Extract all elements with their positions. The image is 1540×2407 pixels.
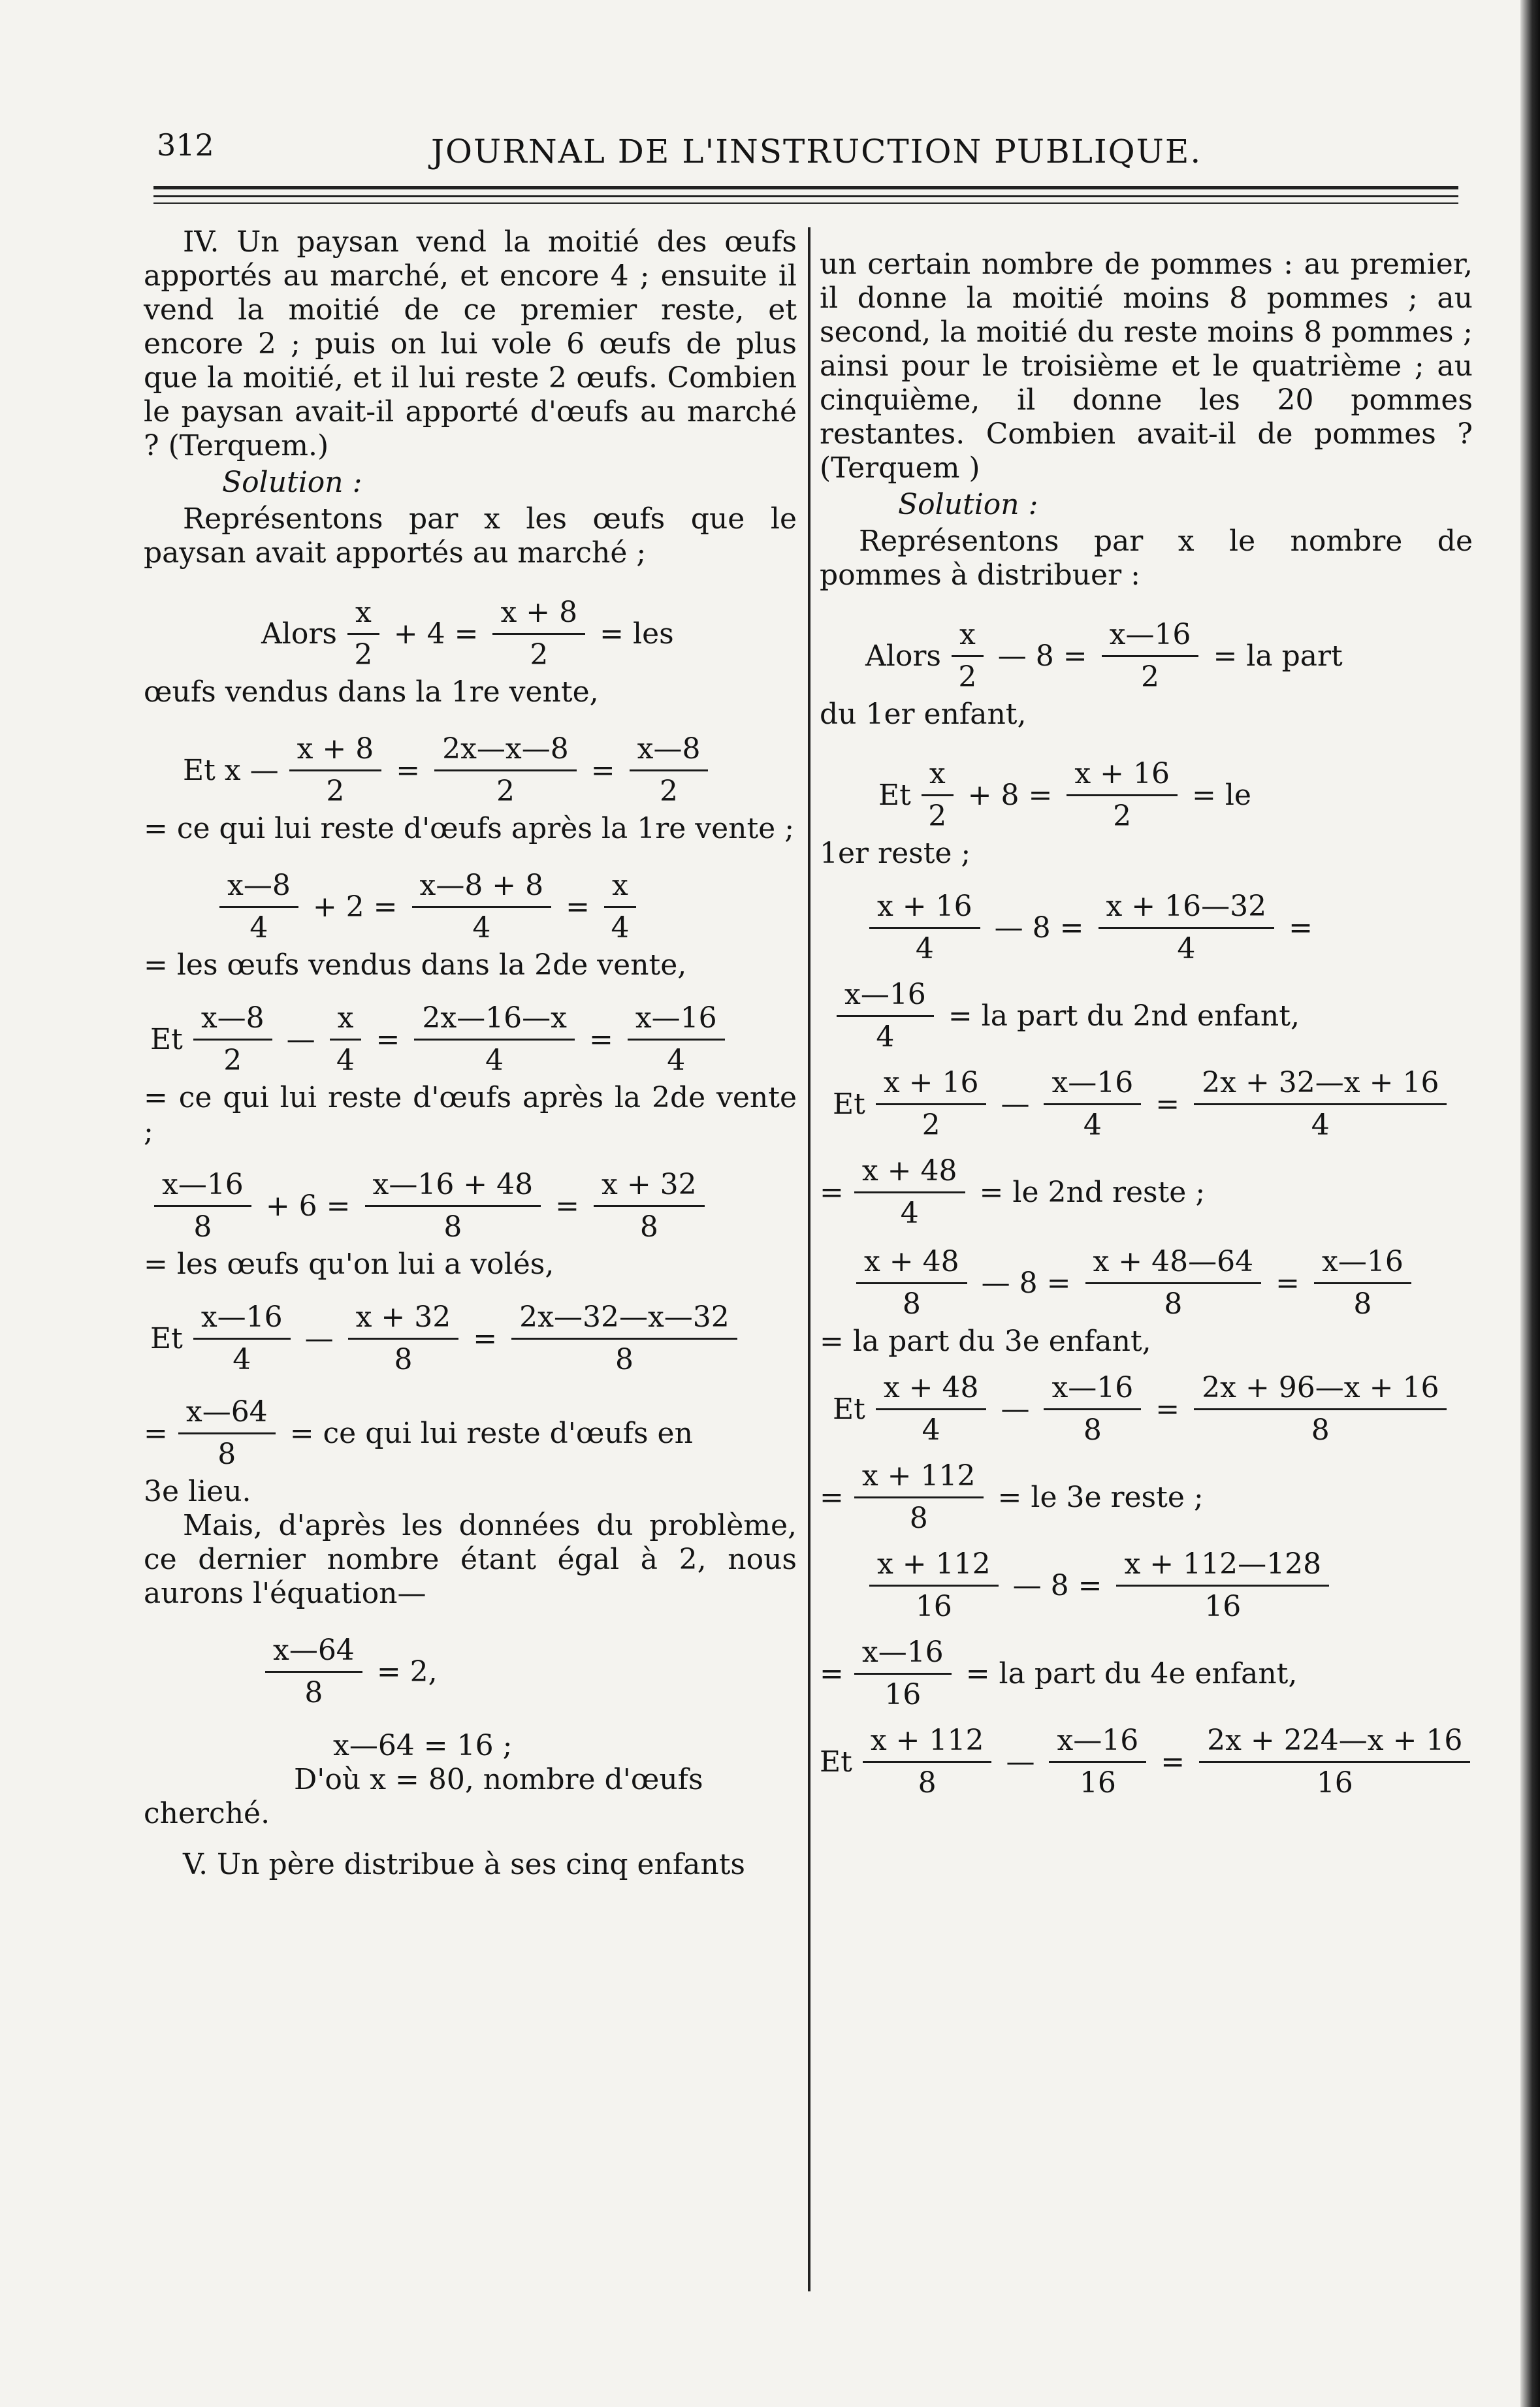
- numerator: x + 8: [289, 733, 382, 771]
- denominator: 2: [660, 775, 679, 808]
- eq-operator: =: [376, 1022, 400, 1056]
- numerator: x—16: [837, 978, 934, 1017]
- numerator: x—16: [1049, 1724, 1146, 1763]
- fraction: [511, 1301, 737, 1376]
- fraction: [347, 596, 379, 671]
- denominator: 8: [639, 1210, 658, 1244]
- eq-text: = 2,: [376, 1655, 438, 1688]
- eq-operator: —: [1001, 1087, 1030, 1121]
- denominator: 4: [1311, 1108, 1330, 1142]
- denominator: 8: [304, 1676, 323, 1709]
- numerator: x—8 + 8: [412, 869, 552, 908]
- eq-text: =: [820, 1480, 844, 1514]
- fraction: [1194, 1372, 1447, 1447]
- eq-operator: — 8 =: [997, 639, 1087, 673]
- denominator: 4: [667, 1044, 686, 1077]
- eq-text: = la part: [1213, 639, 1343, 673]
- eq-text: = la part du 2nd enfant,: [948, 999, 1300, 1033]
- numerator: x: [952, 619, 984, 657]
- equation: [820, 1460, 1473, 1535]
- numerator: 2x—32—x—32: [511, 1301, 737, 1340]
- intro-text: Représentons par x le nombre de pommes à distribuer :: [820, 525, 1473, 592]
- denominator: 8: [1083, 1414, 1102, 1447]
- numerator: x—16: [1044, 1067, 1141, 1105]
- numerator: x + 48—64: [1085, 1246, 1262, 1284]
- fraction: [265, 1634, 362, 1709]
- equation: [820, 1155, 1473, 1230]
- denominator: 8: [193, 1210, 212, 1244]
- numerator: x + 48: [876, 1372, 987, 1410]
- text-line: = ce qui lui reste d'œufs après la 2de vente ;: [144, 1081, 797, 1148]
- solution-label: Solution :: [222, 466, 362, 499]
- eq-text: =: [144, 1416, 168, 1450]
- fraction: [1194, 1067, 1447, 1142]
- denominator: 16: [1079, 1766, 1116, 1800]
- denominator: 8: [1311, 1414, 1330, 1447]
- fraction: [348, 1301, 459, 1376]
- numerator: x—64: [178, 1396, 276, 1434]
- fraction: [854, 1460, 984, 1535]
- denominator: 2: [223, 1044, 242, 1077]
- fraction: [863, 1724, 992, 1800]
- denominator: 8: [918, 1766, 937, 1800]
- equation: [261, 596, 797, 671]
- header-rule: [153, 195, 1458, 197]
- numerator: x—16: [154, 1169, 251, 1207]
- numerator: x: [347, 596, 379, 635]
- numerator: 2x + 32—x + 16: [1194, 1067, 1447, 1105]
- equation: [859, 1548, 1473, 1623]
- denominator: 4: [611, 911, 630, 945]
- denominator: 2: [530, 638, 549, 671]
- denominator: 2: [496, 775, 515, 808]
- numerator: x—16: [1314, 1246, 1411, 1284]
- column-divider: [808, 227, 810, 2291]
- eq-text: Alors: [865, 639, 941, 673]
- denominator: 8: [902, 1287, 921, 1321]
- denominator: 2: [928, 800, 947, 833]
- problem-v: V. Un père distribue à ses cinq enfants: [183, 1848, 745, 1881]
- numerator: x + 48: [856, 1246, 967, 1284]
- fraction: [219, 869, 298, 945]
- eq-operator: =: [1275, 1266, 1300, 1300]
- numerator: x + 112: [869, 1548, 999, 1587]
- numerator: x—16: [1044, 1372, 1141, 1410]
- header-rule: [153, 186, 1458, 189]
- equation: [150, 1301, 797, 1376]
- numerator: x—64: [265, 1634, 362, 1673]
- numerator: x + 16: [876, 1067, 987, 1105]
- numerator: x—8: [630, 733, 709, 771]
- running-header: [157, 127, 1443, 180]
- text-line: D'où x = 80, nombre d'œufs: [294, 1763, 703, 1796]
- denominator: 16: [1204, 1590, 1242, 1623]
- equation: [820, 1724, 1473, 1800]
- eq-text: Et x —: [183, 753, 279, 787]
- eq-text: Et: [150, 1321, 183, 1355]
- fraction: [1049, 1724, 1146, 1800]
- text-line: 3e lieu.: [144, 1475, 251, 1508]
- problem-v-continued: un certain nombre de pommes : au premier, il donne la moitié moins 8 pommes ; au second, la moitié du reste moins 8 pommes ; ainsi pour le troisième et le quatrième ; au cinquième, il donne les 20 pommes restantes. Combien avait-il de pommes ? (Terquem ): [820, 248, 1473, 485]
- eq-operator: + 4 =: [393, 617, 479, 651]
- denominator: 4: [472, 911, 491, 945]
- eq-operator: =: [1289, 911, 1313, 945]
- fraction: [154, 1169, 251, 1244]
- denominator: 2: [958, 660, 977, 694]
- fraction: [492, 596, 585, 671]
- eq-text: = le 3e reste ;: [997, 1480, 1204, 1514]
- eq-operator: + 8 =: [967, 778, 1053, 812]
- eq-text: = le 2nd reste ;: [979, 1175, 1206, 1209]
- equation: [144, 1169, 797, 1244]
- eq-operator: =: [566, 890, 590, 924]
- page-edge: [1520, 0, 1540, 2407]
- equation: [209, 869, 797, 945]
- eq-operator: =: [1155, 1087, 1180, 1121]
- denominator: 16: [915, 1590, 952, 1623]
- text-line: 1er reste ;: [820, 837, 971, 870]
- fraction: [1067, 758, 1178, 833]
- text-line: œufs vendus dans la 1re vente,: [144, 675, 599, 709]
- equation: [820, 1636, 1473, 1711]
- numerator: x: [604, 869, 636, 908]
- denominator: 8: [615, 1343, 634, 1376]
- fraction: [1314, 1246, 1411, 1321]
- fraction: [193, 1002, 272, 1077]
- fraction: [1044, 1067, 1141, 1142]
- text-line: = ce qui lui reste d'œufs après la 1re vente ;: [144, 812, 795, 845]
- eq-operator: =: [473, 1321, 498, 1355]
- eq-text: = le: [1192, 778, 1251, 812]
- denominator: 4: [1083, 1108, 1102, 1142]
- fraction: [604, 869, 636, 945]
- numerator: x: [922, 758, 954, 796]
- fraction: [414, 1002, 575, 1077]
- fraction: [837, 978, 934, 1054]
- eq-text: = la part du 4e enfant,: [965, 1656, 1298, 1690]
- fraction: [952, 619, 984, 694]
- denominator: 4: [922, 1414, 940, 1447]
- denominator: 2: [1113, 800, 1132, 833]
- denominator: 16: [884, 1678, 922, 1711]
- denominator: 4: [900, 1197, 919, 1230]
- denominator: 8: [217, 1438, 236, 1471]
- denominator: 4: [336, 1044, 355, 1077]
- fraction: [1116, 1548, 1329, 1623]
- equation: [865, 619, 1473, 694]
- fraction: [628, 1002, 725, 1077]
- eq-text: Et: [833, 1392, 865, 1426]
- fraction: [193, 1301, 291, 1376]
- numerator: x + 112: [863, 1724, 992, 1763]
- eq-text: =: [820, 1656, 844, 1690]
- equation: [255, 1634, 797, 1709]
- eq-operator: — 8 =: [994, 911, 1084, 945]
- header-rule: [153, 202, 1458, 204]
- denominator: 4: [1177, 932, 1196, 965]
- fraction: [854, 1636, 952, 1711]
- denominator: 4: [233, 1343, 251, 1376]
- page-number: 312: [157, 127, 214, 163]
- denominator: 4: [915, 932, 934, 965]
- fraction: [876, 1067, 987, 1142]
- eq-operator: —: [304, 1321, 334, 1355]
- denominator: 16: [1316, 1766, 1353, 1800]
- journal-title: JOURNAL DE L'INSTRUCTION PUBLIQUE.: [431, 133, 1202, 170]
- fraction: [922, 758, 954, 833]
- numerator: 2x—x—8: [434, 733, 577, 771]
- eq-text: Et: [878, 778, 911, 812]
- intro-text: Représentons par x les œufs que le paysan avait apportés au marché ;: [144, 502, 797, 570]
- denominator: 4: [876, 1020, 895, 1054]
- eq-operator: — 8 =: [1012, 1568, 1102, 1602]
- denominator: 2: [922, 1108, 940, 1142]
- denominator: 8: [394, 1343, 413, 1376]
- fraction: [876, 1372, 987, 1447]
- numerator: 2x + 224—x + 16: [1199, 1724, 1470, 1763]
- equation: [833, 1372, 1473, 1447]
- fraction: [178, 1396, 276, 1471]
- equation: [150, 1002, 797, 1077]
- denominator: 8: [909, 1502, 928, 1535]
- text-line: = les œufs qu'on lui a volés,: [144, 1248, 554, 1281]
- fraction: [1085, 1246, 1262, 1321]
- eq-operator: — 8 =: [981, 1266, 1071, 1300]
- text-line: cherché.: [144, 1797, 270, 1830]
- fraction: [594, 1169, 705, 1244]
- numerator: x—16 + 48: [365, 1169, 541, 1207]
- eq-operator: —: [286, 1022, 315, 1056]
- fraction: [630, 733, 709, 808]
- fraction: [434, 733, 577, 808]
- equation: [183, 733, 797, 808]
- eq-operator: =: [396, 753, 421, 787]
- denominator: 4: [485, 1044, 504, 1077]
- numerator: x + 32: [348, 1301, 459, 1340]
- numerator: x + 8: [492, 596, 585, 635]
- fraction: [412, 869, 552, 945]
- text-line: x—64 = 16 ;: [333, 1729, 513, 1762]
- equation: [144, 1396, 797, 1471]
- eq-operator: =: [1155, 1392, 1180, 1426]
- solution-label: Solution :: [898, 488, 1038, 521]
- denominator: 2: [1141, 660, 1160, 694]
- denominator: 2: [354, 638, 373, 671]
- equation: [859, 890, 1473, 965]
- denominator: 4: [249, 911, 268, 945]
- eq-text: Alors: [261, 617, 337, 651]
- text-line: = la part du 3e enfant,: [820, 1325, 1151, 1358]
- fraction: [869, 890, 980, 965]
- numerator: x—16: [628, 1002, 725, 1041]
- fraction: [1199, 1724, 1470, 1800]
- fraction: [869, 1548, 999, 1623]
- equation: [833, 1067, 1473, 1142]
- numerator: x: [330, 1002, 362, 1041]
- eq-operator: =: [1161, 1745, 1185, 1779]
- numerator: x + 16—32: [1099, 890, 1275, 929]
- fraction: [1044, 1372, 1141, 1447]
- fraction: [854, 1155, 965, 1230]
- eq-text: Et: [820, 1745, 852, 1779]
- numerator: x—16: [854, 1636, 952, 1675]
- eq-operator: + 2 =: [312, 890, 398, 924]
- fraction: [330, 1002, 362, 1077]
- left-column: [144, 225, 797, 1882]
- eq-operator: =: [588, 1022, 613, 1056]
- numerator: x + 16: [869, 890, 980, 929]
- right-column: [820, 225, 1473, 1803]
- denominator: 8: [1353, 1287, 1372, 1321]
- eq-operator: =: [555, 1189, 580, 1223]
- numerator: x—16: [1102, 619, 1199, 657]
- denominator: 8: [1164, 1287, 1183, 1321]
- eq-text: = les: [600, 617, 674, 651]
- numerator: x—16: [193, 1301, 291, 1340]
- eq-text: =: [820, 1175, 844, 1209]
- fraction: [1099, 890, 1275, 965]
- eq-operator: —: [1006, 1745, 1035, 1779]
- numerator: 2x + 96—x + 16: [1194, 1372, 1447, 1410]
- fraction: [289, 733, 382, 808]
- fraction: [365, 1169, 541, 1244]
- numerator: x + 16: [1067, 758, 1178, 796]
- equation: [826, 978, 1473, 1054]
- numerator: x + 112—128: [1116, 1548, 1329, 1587]
- numerator: x + 48: [854, 1155, 965, 1193]
- problem-iv: IV. Un paysan vend la moitié des œufs apportés au marché, et encore 4 ; ensuite il vend la moitié de ce premier reste, et encore 2 ; puis on lui vole 6 œufs de plus que la moitié, et il lui reste 2 œufs. Combien le paysan avait-il apporté d'œufs au marché ? (Terquem.): [144, 225, 797, 462]
- numerator: x—8: [219, 869, 298, 908]
- fraction: [856, 1246, 967, 1321]
- text-line: du 1er enfant,: [820, 698, 1027, 731]
- numerator: x + 32: [594, 1169, 705, 1207]
- eq-text: Et: [833, 1087, 865, 1121]
- equation: [878, 758, 1473, 833]
- eq-operator: =: [590, 753, 615, 787]
- eq-text: = ce qui lui reste d'œufs en: [289, 1416, 693, 1450]
- equation: [846, 1246, 1473, 1321]
- denominator: 8: [443, 1210, 462, 1244]
- eq-text: Et: [150, 1022, 183, 1056]
- text-paragraph: Mais, d'après les données du problème, ce dernier nombre étant égal à 2, nous aurons l'équation—: [144, 1509, 797, 1610]
- eq-operator: —: [1001, 1392, 1030, 1426]
- numerator: x—8: [193, 1002, 272, 1041]
- text-line: = les œufs vendus dans la 2de vente,: [144, 948, 687, 982]
- numerator: x + 112: [854, 1460, 984, 1498]
- denominator: 2: [326, 775, 345, 808]
- eq-operator: + 6 =: [265, 1189, 351, 1223]
- numerator: 2x—16—x: [414, 1002, 575, 1041]
- fraction: [1102, 619, 1199, 694]
